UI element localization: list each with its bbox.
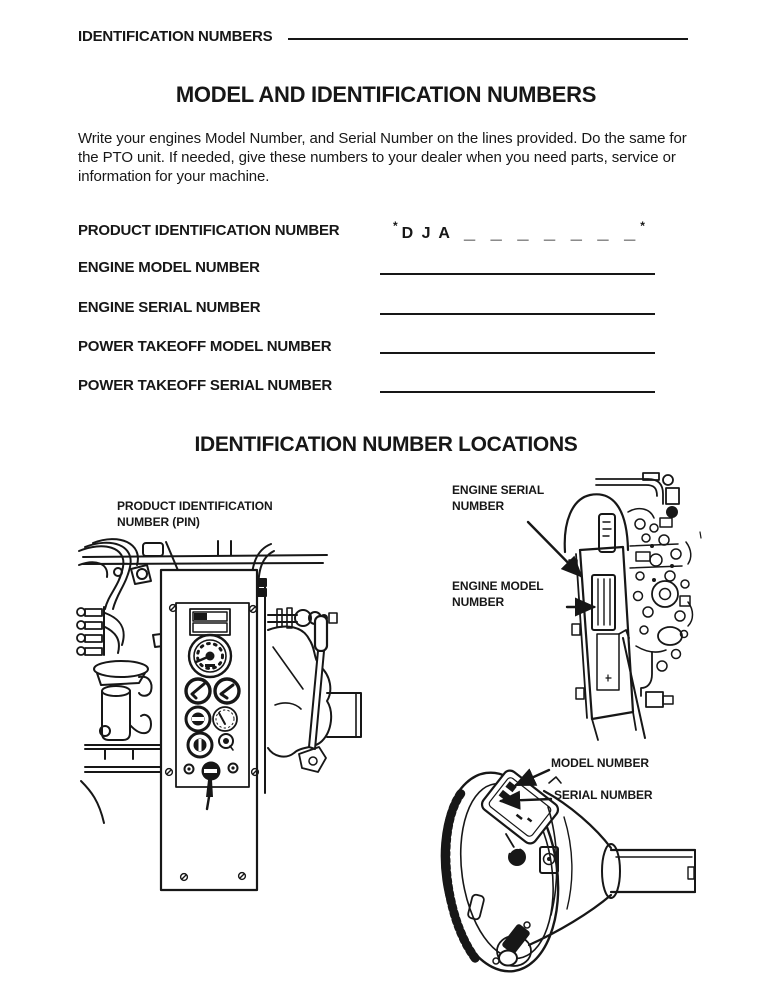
pin-value: [393, 219, 645, 244]
pin-location-callout: PRODUCT IDENTIFICATION NUMBER (PIN): [117, 499, 273, 529]
form-row-pto-model: [78, 338, 694, 358]
pto-model-callout: MODEL NUMBER: [551, 756, 649, 770]
running-header-title: IDENTIFICATION NUMBERS: [78, 28, 273, 45]
engine-detail-cluster: [628, 509, 693, 671]
form-row-pto-serial: [78, 377, 694, 397]
pto-model-label: POWER TAKEOFF MODEL NUMBER: [78, 338, 332, 355]
pin-code: D J A: [401, 225, 452, 242]
pto-model-write-line: [380, 352, 655, 354]
page-title: MODEL AND IDENTIFICATION NUMBERS: [175, 82, 597, 107]
pto-serial-callout: SERIAL NUMBER: [554, 788, 653, 802]
form-row-pin: [78, 219, 694, 243]
pto-serial-label: POWER TAKEOFF SERIAL NUMBER: [78, 377, 333, 394]
engine-serial-callout: ENGINE SERIAL NUMBER: [452, 483, 544, 513]
engine-model-label: ENGINE MODEL NUMBER: [78, 259, 260, 276]
engine-model-write-line: [380, 273, 655, 275]
engine-model-callout: ENGINE MODEL NUMBER: [452, 579, 544, 609]
output-shaft: [611, 850, 695, 892]
locations-title: IDENTIFICATION NUMBER LOCATIONS: [194, 433, 578, 456]
engine-serial-write-line: [380, 313, 655, 315]
control-panel-illustration: [75, 495, 405, 905]
engine-serial-label: ENGINE SERIAL NUMBER: [78, 299, 261, 316]
pto-serial-write-line: [380, 391, 655, 393]
pin-blanks: _ _ _ _ _ _ _: [463, 221, 641, 243]
engine-model-plate: [592, 575, 615, 630]
form-row-engine-serial: [78, 299, 694, 319]
pin-suffix-star: *: [640, 219, 645, 233]
form-row-engine-model: [78, 259, 694, 279]
engine-serial-plate: [599, 514, 615, 552]
running-header-rule: [288, 38, 688, 40]
intro-paragraph: Write your engines Model Number, and Serial Number on the lines provided. Do the same for the PTO unit. If needed, give these numbers to your dealer when you need parts, service or information for your machine.: [78, 130, 687, 185]
engine-serial-arrow: [528, 522, 581, 576]
pin-prefix-star: *: [393, 219, 398, 233]
pin-label: PRODUCT IDENTIFICATION NUMBER: [78, 222, 340, 239]
